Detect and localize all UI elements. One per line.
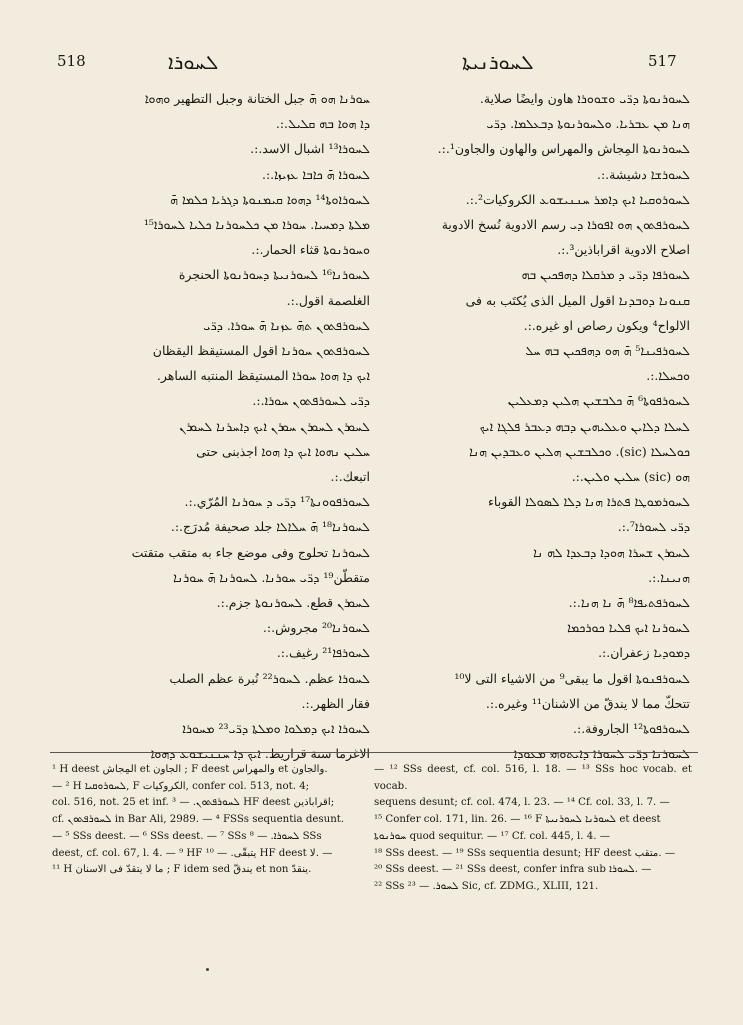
text-line: ܠܚܘܪܐܘܬܐ¹⁴ ܕܗܘܐ ܩܝܡܢܘܬܐ ܕܓܪܝܐ ܟܠܡܐ ܗ̄ bbox=[170, 191, 370, 207]
footnote-line: ¹⁸ SSs deest. — ¹⁹ SSs sequentia desunt; HF deest متقب. — bbox=[374, 847, 676, 859]
text-line: ܠܚܘܪܦܘܘܢܬܐ¹⁷ ܕܪ̈ܝ ܕ ܚܘܪܢܐ المُرّي.:. bbox=[184, 494, 370, 510]
text-line: ܟܘܠܚܠܐ (sic). ܘܟܠܒܫܝܢ ܗܠܝܢ ܘܥܒܕܝܢ ܗܢܐ bbox=[469, 443, 690, 459]
text-line: ܚܘܪܢܐ ܗܘ ܗ̄ جبل الختانة وجبل التطهير ܘܗܘܐ bbox=[144, 91, 370, 106]
text-line: ܠܚܘܪܢܐ ܐܝܟ ܦܠܝܐ ܟܘܪܟܡܐ bbox=[567, 620, 690, 636]
text-line: ܚܠܝܢ ܢܗܘܐ ܐܝܟ ܕܐ ܗܘܐ اجذبنى حتى bbox=[196, 443, 370, 459]
running-head-left: ܠܚܘܪܐ bbox=[168, 50, 219, 74]
text-line: ܠܚܘܪܦܬܘܢ ܗܘ ܐܦܘܪܐ ܕܝ رسم الادوية نُسخ الادوية bbox=[441, 217, 690, 233]
text-line: ܠܚܘܪܐ ܐܝܟ ܕܡܠܘܐ ܘܡܠܬܐ ܕܪ̈ܝ²³ ܡܚܘܪܐ bbox=[182, 721, 370, 737]
text-line: ܕܡܘܕܝܐ زعفران.:. bbox=[598, 645, 690, 661]
text-line: ܠܚܘܪܦܬܘܢ ܚܘܪܢܐ اقول المستيقظ اليقظان bbox=[152, 343, 370, 359]
footnote-divider bbox=[50, 752, 698, 753]
text-line: ܠܚܘܪܢ ܫܚܪܐ ܗܘܕܐ ܕܒܥܕܐ ܠܗ ܢܐ bbox=[533, 544, 690, 560]
text-line: ܠܚܠܐ ܕܠܐܝܢ ܘܥܠܝܗܝܢ ܕܒܗ ܕܥܒܪ ܦܠܓܐ ܐܝܟ bbox=[479, 418, 690, 434]
text-line: ܘܚܘܪܢܘܬܐ قثاء الحمار.:. bbox=[251, 242, 370, 258]
text-line: ܠܚܘܪܦܐ ܕܪ̈ܝ ܕ ܡܪܩܠܐ ܕܗܦܟܝܢ ܒܗ bbox=[521, 267, 690, 283]
text-line: الالواح⁴ ويكون رصاص او غيره.:. bbox=[523, 317, 690, 333]
text-line: ܠܚܘܪܦܝܢܐ⁵ ܗ̄ ܗܘ ܕܗܦܟܝܢ ܒܗ ܚܠ bbox=[525, 343, 690, 359]
right-text-column bbox=[372, 86, 690, 766]
text-line: ܗܢܐ ܡܢ ܥܒܪܝܐ. ܘܠܚܘܪܢܘܬܐ ܕܒܥܠܡܐ. ܕܪ̈ܝ bbox=[486, 116, 690, 132]
text-line: ܗܢܝܢܐ.:. bbox=[648, 569, 690, 585]
text-line: ܠܚܘܪܢܐ¹⁸ ܗ̄ ܚܠܐܠܐ جلد صحيفة مُدرَج.:. bbox=[170, 519, 370, 535]
text-line: تتحكّ مما لا يندقّ من الاشنان¹¹ وغيره.:. bbox=[485, 695, 690, 711]
footnote-line: cf. ܠܚܘܪܦܬܘܢ in Bar Ali, 2989. — ⁴ FSSs sequentia desunt. bbox=[52, 814, 345, 826]
footnote-line: ¹¹ H ما لا يتقدّ فى الاسنان ; F idem sed يندقّ et non ينقدّ. bbox=[52, 864, 312, 876]
text-line: ܕܪ̈ܝ ܠܚܘܪܦܬܘܢ ܚܘܪܐ.:. bbox=[252, 393, 370, 409]
footnote-line: ¹ H deest المِجاش et الجاون ; F deest والمهراس et والجاون. bbox=[52, 764, 328, 775]
footnotes-right bbox=[374, 762, 692, 896]
text-line: ܠܚܘܪܐ ܗ̄ ܟܐܒܐ ܥܙܝܙܐ.:. bbox=[261, 166, 370, 182]
text-line: ܠܚܘܪܦܘܬܐ⁶ ܗ̄ ܟܠܒܫܝܢ ܗܠܝܢ ܕܡܥܠܝܢ bbox=[507, 393, 690, 409]
page-number-right: 517 bbox=[648, 52, 677, 70]
page-mark bbox=[206, 968, 209, 971]
text-line: ܩܢܘܢܐ ܕܘܒܕܢܐ اقول الميل الذى يُكتَب به فى bbox=[465, 292, 690, 308]
running-head-right: ܠܚܘܪܢܝܬܐ bbox=[462, 50, 534, 74]
page-number-left: 518 bbox=[57, 52, 86, 70]
footnote-line: — ⁵ SSs deest. — ⁶ SSs deest. — ⁷ SSs ܠܚܘܪܐ. — ⁸ SSs bbox=[52, 830, 322, 842]
text-line: ܠܚܘܪܡܘܛܐ ܦܬܪܐ ܗܢܐ ܕܠܐ ܠܣܘܠܐ القوباء bbox=[488, 494, 690, 510]
footnote-line: ܚܘܪܢܘܬܐ quod sequitur. — ¹⁷ Cf. col. 445, l. 4. — bbox=[374, 830, 610, 842]
footnote-line: — ² H ܠܚܘܪܘܩܝܐ, F الكروكيات, confer col. 513, not. 4; bbox=[52, 780, 310, 792]
footnote-line: — ¹² SSs deest, cf. col. 516, l. 18. — ¹³ SSs hoc vocab. et vocab. bbox=[374, 764, 692, 792]
text-line: ܘܟܚܠܐ.:. bbox=[646, 368, 690, 384]
text-line: ܠܚܘܪܢܐ¹⁶ ܠܚܘܪܢܝܬܐ ܕܚܘܪܢܘܬܐ الحنجرة bbox=[178, 267, 370, 283]
text-line: ܠܚܘܪܢܐ ܕܪ̈ܝ ܠܚܘܪܐ ܕܐܝܬܘܗܝ ܡܥܘܕܐ bbox=[513, 746, 690, 762]
text-line: الاغرما ستة قراريط. ܐܝܟ ܕܐ ܚܢܢܝܫܘܥ ܕܗܘܐ bbox=[150, 746, 370, 762]
text-line: اصلاح الادوية اقراباذين³.:. bbox=[557, 242, 690, 258]
text-line: ܕܪ̈ܝ ܠܚܘܪܐ⁷.:. bbox=[617, 519, 690, 535]
text-line: ܠܚܘܪܢܐ²⁰ مجروش.:. bbox=[262, 620, 370, 636]
text-line: ܠܚܘܪܦܘܬܐ¹² الجاروفة.:. bbox=[573, 721, 690, 737]
text-line: ܐܝܟ ܕܐ ܗܘܐ ܚܘܪܐ المستيقظ المنتبه الساهر. bbox=[156, 368, 370, 384]
text-line: ܡܠܬܐ ܕܡܚܝܐ. ܚܘܪܐ ܡܢ ܟܠܚܘܪܢܐ ܟܠܝܐ ܠܚܘܪܐ¹⁵ bbox=[143, 217, 370, 233]
text-line: ܗܘ (sic) ܚܠܝܢ ܘܠܝܢ.:. bbox=[571, 469, 690, 485]
text-line: متقطّن¹⁹ ܕܪ̈ܝ ܚܘܪܢܐ. ܠܚܘܪܢܐ ܗ̄ ܚܘܪܢܐ bbox=[173, 569, 370, 585]
text-line: ܠܚܘܪܢܘܬܐ ܕܪ̈ܝ ܘܫܘܘܪܐ هاون وايضًا صلاية. bbox=[479, 91, 690, 106]
text-line: ܠܚܘܪܦܐ²¹ رغيف.:. bbox=[276, 645, 370, 661]
text-line: ܠܚܘܪܦܬܘܢ ܬܗ̄ ܥܙܢܐ ܗ̄ ܚܘܪܐ. ܕܪ̈ܝ bbox=[203, 317, 370, 333]
footnote-line: ²⁰ SSs deest. — ²¹ SSs deest, confer infra sub ܠܚܘܪܐ. — bbox=[374, 864, 652, 876]
footnote-line: ²² SSs ܠܚܘܪ. — ²³ Sic, cf. ZDMG., XLIII, 121. bbox=[374, 880, 599, 892]
text-line: ܠܚܘܪܦܢܘܬܐ اقول ما يبقى⁹ من الاشياء التى لا¹⁰ bbox=[454, 670, 690, 686]
text-line: ܠܚܘܪܢ ܠܚܘܪܢ ܚܘܪܢ ܐܝܟ ܕܐܚܪܢܐ ܠܚܘܪܢ bbox=[179, 418, 370, 434]
text-line: ܠܚܘܪܘܩܝܐ ܐܝܟ ܕܐܡܪ ܚܢܢܝܫܘܥ الكروكيات².:. bbox=[465, 191, 690, 207]
text-line: ܠܚܘܪܐ¹³ اشبال الاسد.:. bbox=[250, 141, 370, 157]
text-line: ܠܚܘܪܢ قطع. ܠܚܘܪܢܘܬܐ جزم.:. bbox=[216, 595, 370, 611]
text-line: ܠܚܘܪܐ عظم. ܠܚܘܪ²² نُبرة عظم الصلب bbox=[169, 670, 370, 686]
text-line: اتبعك.:. bbox=[330, 469, 370, 485]
text-line: الغلصمة اقول.:. bbox=[286, 292, 370, 308]
text-line: ܠܚܘܪܦܬܝܦܐ⁸ ܗ̄ ܢܐ ܗܢܐ.:. bbox=[568, 595, 690, 611]
footnote-line: ¹⁵ Confer col. 171, lin. 26. — ¹⁶ F ܠܚܘܪܢܐ ܠܚܘܪܢܝܬܐ et deest bbox=[374, 814, 661, 826]
text-line: فقار الظهر.:. bbox=[301, 695, 370, 711]
text-line: ܠܚܘܪܫܐ دشيشة.:. bbox=[597, 166, 690, 182]
footnote-line: deest, cf. col. 67, l. 4. — ⁹ HF يتبقّى. — ¹⁰ HF deest لا. — bbox=[52, 847, 333, 859]
text-line: ܠܚܘܪܢܘܬܐ المِجاش والمهراس والهاون والجاون¹.:. bbox=[437, 141, 690, 157]
text-line: ܠܚܘܪܢܐ تحلوج وفى موضع جاء به متقب متقتت bbox=[131, 544, 370, 560]
footnote-line: sequens desunt; cf. col. 474, l. 23. — ¹⁴ Cf. col. 33, l. 7. — bbox=[374, 797, 670, 809]
footnote-line: col. 516, not. 25 et inf. ܠܚܘܪܦܬܘܢ. — ³ HF deest اقراباذين; bbox=[52, 797, 335, 809]
footnotes-left bbox=[52, 762, 370, 879]
left-text-column bbox=[52, 86, 370, 766]
text-line: ܕܐ ܗܘܐ ܒܗ ܩܠܝܠ.:. bbox=[275, 116, 370, 132]
